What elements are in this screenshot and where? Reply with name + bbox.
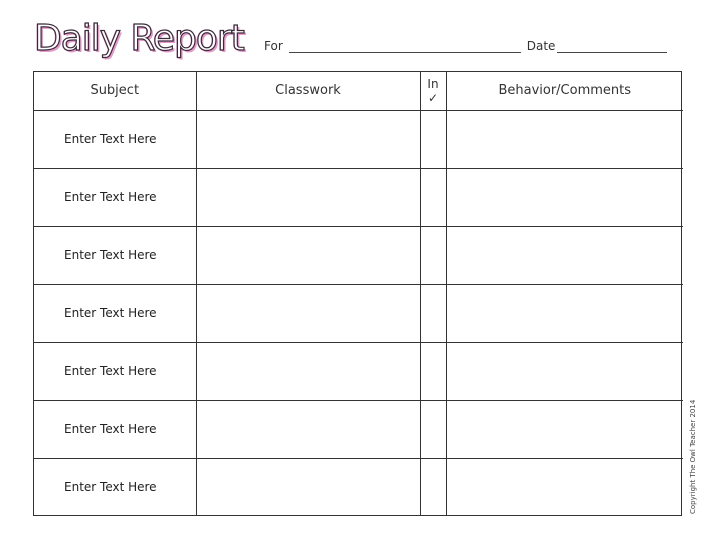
subject-cell[interactable]: Enter Text Here (34, 284, 196, 342)
subject-cell[interactable]: Enter Text Here (34, 342, 196, 400)
table-row (34, 168, 683, 226)
in-check-cell[interactable] (420, 458, 446, 516)
in-check-cell[interactable] (420, 400, 446, 458)
column-header-classwork: Classwork (196, 72, 420, 110)
report-table-container (33, 71, 682, 516)
classwork-cell[interactable] (196, 342, 420, 400)
comments-cell[interactable] (446, 284, 683, 342)
for-date-line (264, 39, 667, 53)
table-row (34, 226, 683, 284)
subject-cell[interactable]: Enter Text Here (34, 168, 196, 226)
subject-cell[interactable]: Enter Text Here (34, 110, 196, 168)
table-row (34, 110, 683, 168)
checkmark-icon: ✓ (427, 91, 439, 106)
comments-cell[interactable] (446, 110, 683, 168)
page-title: Daily Report (34, 18, 244, 59)
comments-cell[interactable] (446, 226, 683, 284)
date-field[interactable] (557, 40, 667, 53)
copyright-notice: Copyright The Owl Teacher 2014 (689, 399, 697, 514)
comments-cell[interactable] (446, 458, 683, 516)
column-header-in (420, 72, 446, 110)
in-check-cell[interactable] (420, 284, 446, 342)
table-row (34, 342, 683, 400)
report-table (34, 72, 683, 516)
column-header-behavior: Behavior/Comments (446, 72, 683, 110)
column-header-in-label: In (427, 77, 439, 92)
classwork-cell[interactable] (196, 400, 420, 458)
table-row (34, 284, 683, 342)
subject-cell[interactable]: Enter Text Here (34, 226, 196, 284)
comments-cell[interactable] (446, 342, 683, 400)
subject-cell[interactable]: Enter Text Here (34, 458, 196, 516)
in-check-cell[interactable] (420, 168, 446, 226)
date-label: Date (526, 39, 556, 53)
header-row (34, 72, 683, 110)
in-check-cell[interactable] (420, 110, 446, 168)
in-check-cell[interactable] (420, 226, 446, 284)
subject-cell[interactable]: Enter Text Here (34, 400, 196, 458)
classwork-cell[interactable] (196, 284, 420, 342)
in-check-cell[interactable] (420, 342, 446, 400)
for-field[interactable] (289, 40, 521, 53)
classwork-cell[interactable] (196, 458, 420, 516)
comments-cell[interactable] (446, 168, 683, 226)
classwork-cell[interactable] (196, 226, 420, 284)
column-header-subject: Subject (34, 72, 196, 110)
table-row (34, 400, 683, 458)
classwork-cell[interactable] (196, 168, 420, 226)
for-label: For (264, 39, 283, 53)
table-row (34, 458, 683, 516)
comments-cell[interactable] (446, 400, 683, 458)
classwork-cell[interactable] (196, 110, 420, 168)
